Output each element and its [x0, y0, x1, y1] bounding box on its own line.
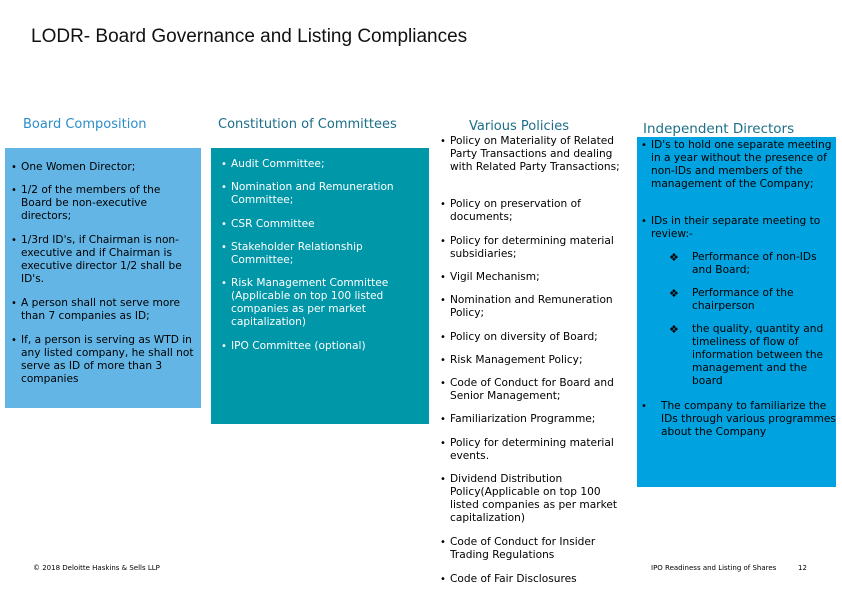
list-item: • Familiarization Programme;: [440, 413, 596, 425]
page-title: LODR- Board Governance and Listing Compliances: [31, 26, 468, 47]
diamond-bullet-icon: ❖: [669, 323, 679, 336]
independent-directors-heading: Independent Directors: [643, 121, 795, 137]
independent-directors-panel: • ID's to hold one separate meeting in a year without the presence of non-IDs and members of the management of the Company; • IDs in their separate meeting to review:- • The company to familiarize the IDs through various programmes about the Company ❖ Performance of non-IDs and Board; ❖ Performance of the chairperson ❖ the quality, quantity and timeliness of flow of information between the management and the board: [637, 137, 836, 487]
diamond-bullet-icon: ❖: [669, 251, 679, 264]
list-item: • Risk Management Committee (Applicable on top 100 listed companies as per market capitalization): [221, 277, 389, 328]
list-item: • ID's to hold one separate meeting in a year without the presence of non-IDs and members of the management of the Company;: [641, 139, 832, 190]
committees-heading: Constitution of Committees: [218, 117, 397, 132]
list-item: • Vigil Mechanism;: [440, 271, 540, 283]
diamond-bullet-icon: ❖: [669, 287, 679, 300]
list-item: • 1/2 of the members of the Board be non-executive directors;: [11, 184, 161, 222]
list-item: • Policy on preservation of documents;: [440, 198, 581, 223]
list-item: • Stakeholder Relationship Committee;: [221, 241, 363, 266]
list-item: • Risk Management Policy;: [440, 354, 583, 366]
list-item: • Audit Committee;: [221, 158, 325, 170]
list-item: • Policy for determining material events.: [440, 437, 614, 462]
board-composition-panel: [5, 148, 201, 408]
list-item: • If, a person is serving as WTD in any listed company, he shall not serve as ID of more than 3 companies: [11, 334, 194, 385]
list-item: • Dividend Distribution Policy(Applicable on top 100 listed companies as per market capitalization): [440, 473, 618, 524]
list-item: • Policy on Materiality of Related Party Transactions and dealing with Related Party Transactions;: [440, 135, 620, 173]
committees-panel: [211, 148, 429, 424]
copyright-text: © 2018 Deloitte Haskins & Sells LLP: [33, 564, 160, 572]
list-item: • Nomination and Remuneration Committee;: [221, 181, 394, 206]
list-item: • CSR Committee: [221, 218, 315, 230]
page-number: 12: [798, 564, 807, 572]
policies-panel: [438, 135, 628, 590]
list-item: • One Women Director;: [11, 161, 136, 173]
policies-heading: Various Policies: [469, 119, 569, 134]
list-item: • Code of Fair Disclosures: [440, 573, 577, 585]
list-item: • Code of Conduct for Board and Senior Management;: [440, 377, 614, 402]
list-item: • IDs in their separate meeting to review:-: [641, 215, 821, 240]
list-item: • Code of Conduct for Insider Trading Regulations: [440, 536, 596, 561]
list-item: • A person shall not serve more than 7 companies as ID;: [11, 297, 180, 322]
list-item: • IPO Committee (optional): [221, 340, 366, 352]
footer-title: IPO Readiness and Listing of Shares: [651, 564, 777, 572]
list-item: • Nomination and Remuneration Policy;: [440, 294, 613, 319]
list-item: • Policy for determining material subsidiaries;: [440, 235, 614, 260]
board-composition-heading: Board Composition: [23, 117, 147, 132]
list-item: • The company to familiarize the IDs through various programmes about the Company: [641, 400, 836, 438]
list-item: • Policy on diversity of Board;: [440, 331, 598, 343]
list-item: • 1/3rd ID's, if Chairman is non-executive and if Chairman is executive director 1/2 shall be ID's.: [11, 234, 182, 285]
